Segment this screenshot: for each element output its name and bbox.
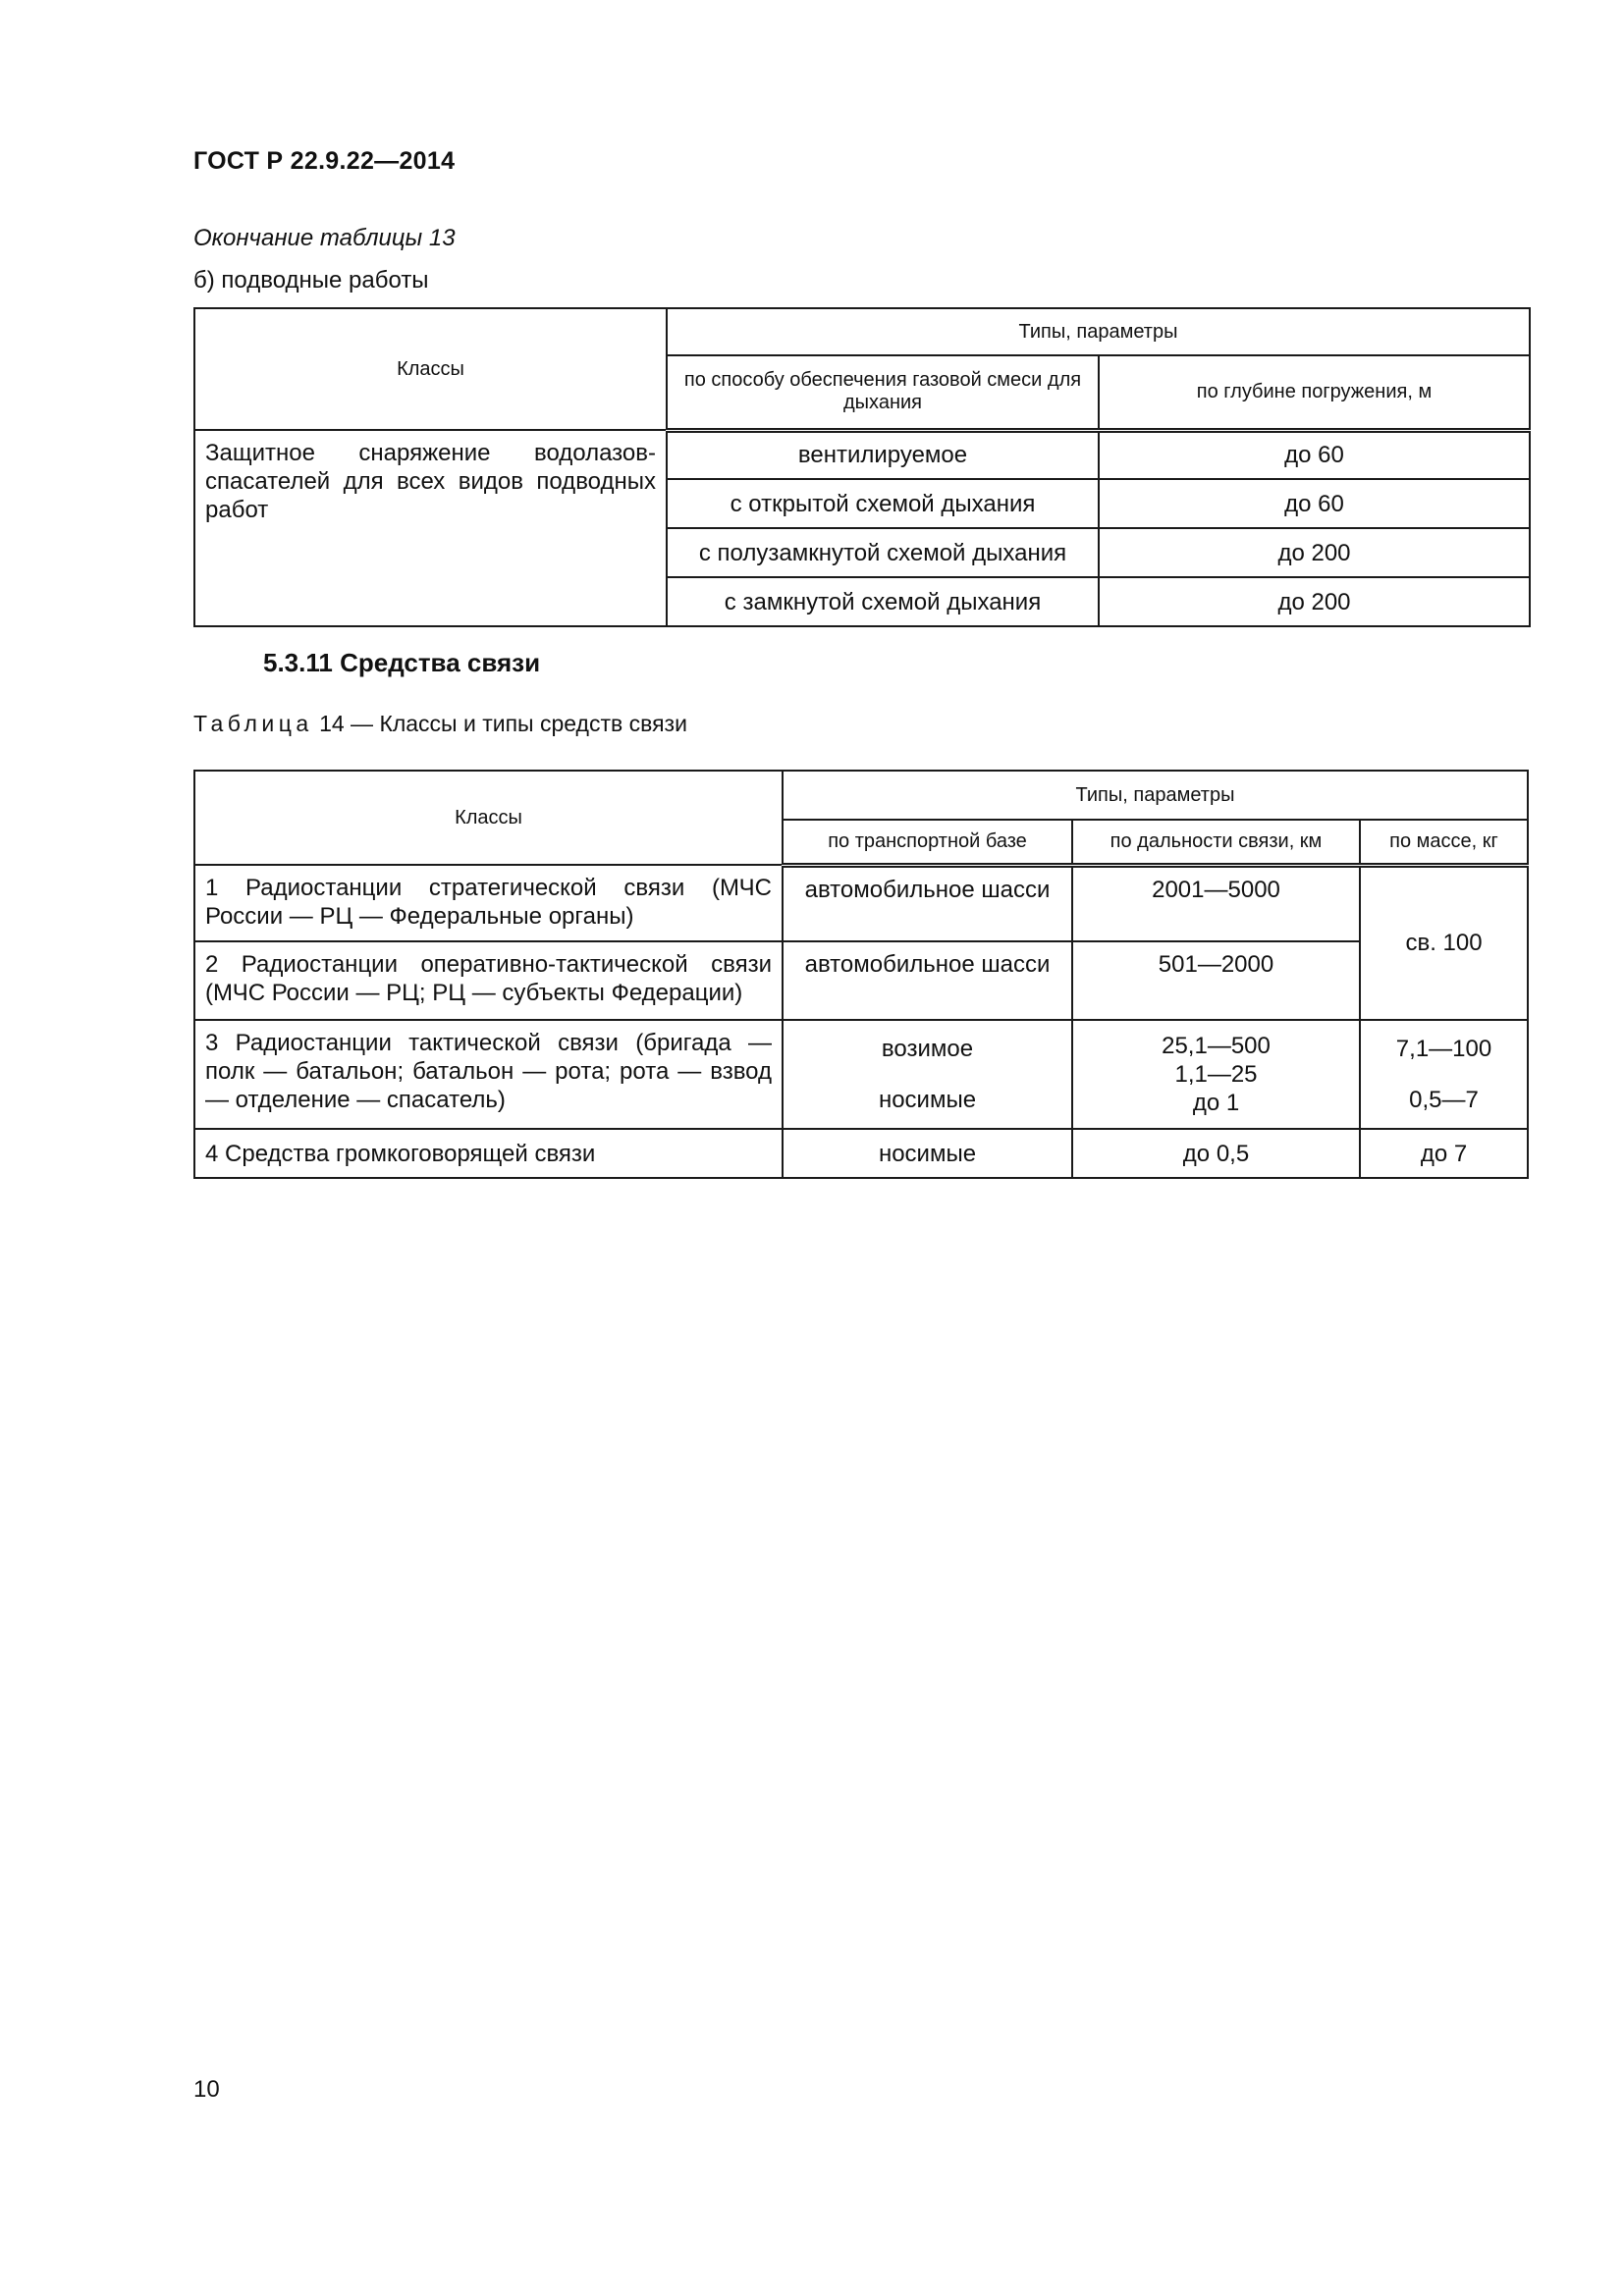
range-value: до 1 (1192, 1090, 1240, 1116)
depth-cell: до 200 (1099, 577, 1530, 626)
class-cell: 2 Радиостанции оперативно-тактической связи (МЧС России — РЦ; РЦ — субъекты Федерации) (194, 941, 783, 1020)
table-14 (193, 770, 1529, 1179)
header-depth: по глубине погружения, м (1099, 355, 1530, 430)
depth-cell: до 60 (1099, 430, 1530, 479)
depth-cell: до 60 (1099, 479, 1530, 528)
gas-cell: вентилируемое (667, 430, 1099, 479)
transport-value: возимое (881, 1036, 974, 1062)
mass-cell: до 7 (1360, 1129, 1528, 1178)
header-classes: Классы (194, 308, 667, 430)
range-cell: 2001—5000 (1072, 865, 1360, 941)
table-continuation-label: Окончание таблицы 13 (193, 225, 456, 251)
section-heading: 5.3.11 Средства связи (263, 648, 541, 677)
table-subtitle: б) подводные работы (193, 267, 429, 294)
mass-cell (1360, 1020, 1528, 1129)
mass-value: 7,1—100 (1395, 1036, 1492, 1062)
transport-cell (783, 1020, 1072, 1129)
range-value: 25,1—500 (1162, 1033, 1271, 1059)
header-range: по дальности связи, км (1072, 820, 1360, 865)
header-transport-base: по транспортной базе (783, 820, 1072, 865)
range-cell: 501—2000 (1072, 941, 1360, 1020)
class-cell: 1 Радиостанции стратегической связи (МЧС России — РЦ — Федеральные органы) (194, 865, 783, 941)
class-cell: 4 Средства громкоговорящей связи (194, 1129, 783, 1178)
gas-cell: с замкнутой схемой дыхания (667, 577, 1099, 626)
document-title: ГОСТ Р 22.9.22—2014 (193, 147, 456, 175)
gas-cell: с открытой схемой дыхания (667, 479, 1099, 528)
transport-cell: автомобильное шасси (783, 865, 1072, 941)
transport-cell: носимые (783, 1129, 1072, 1178)
class-cell: Защитное снаряжение водолазов-спасателей для всех видов подводных работ (194, 430, 667, 626)
header-types-parameters: Типы, параметры (783, 771, 1528, 820)
range-cell (1072, 1020, 1360, 1129)
mass-value: 0,5—7 (1409, 1087, 1479, 1113)
header-classes: Классы (194, 771, 783, 865)
depth-cell: до 200 (1099, 528, 1530, 577)
table-14-caption (193, 711, 687, 737)
header-mass: по массе, кг (1360, 820, 1528, 865)
header-types-parameters: Типы, параметры (667, 308, 1530, 355)
transport-value: носимые (878, 1087, 977, 1113)
caption-text: 14 — Классы и типы средств связи (312, 711, 687, 736)
header-gas-supply: по способу обеспечения газовой смеси для дыхания (667, 355, 1099, 430)
page-number: 10 (193, 2076, 220, 2103)
caption-word: Таблица (193, 711, 313, 736)
transport-cell: автомобильное шасси (783, 941, 1072, 1020)
range-cell: до 0,5 (1072, 1129, 1360, 1178)
gas-cell: с полузамкнутой схемой дыхания (667, 528, 1099, 577)
class-cell: 3 Радиостанции тактической связи (бригада — полк — батальон; батальон — рота; рота — взвод — отделение — спасатель) (194, 1020, 783, 1129)
mass-merged-cell: св. 100 (1360, 865, 1528, 1020)
table-13 (193, 307, 1531, 627)
range-value: 1,1—25 (1174, 1061, 1258, 1088)
